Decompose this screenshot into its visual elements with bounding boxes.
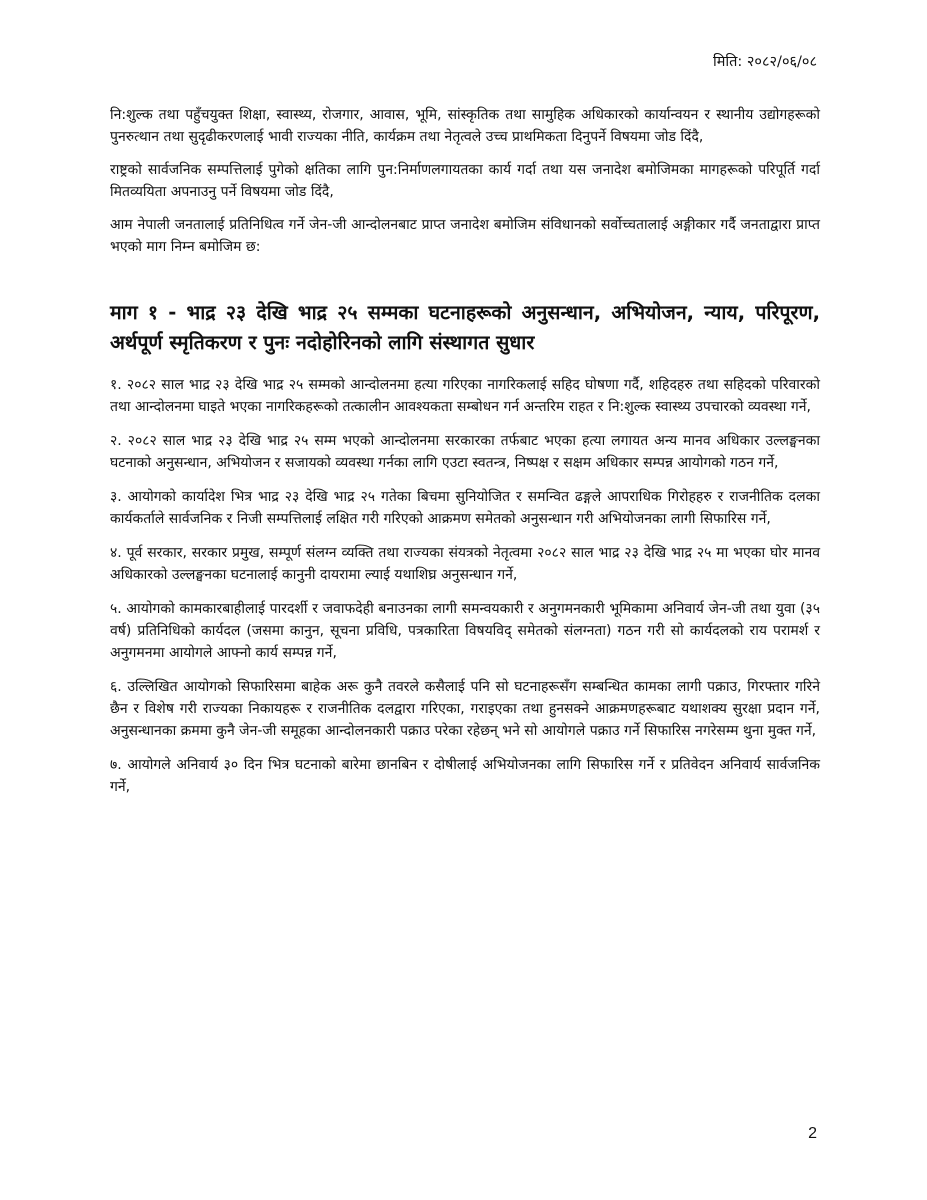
demand-item: १. २०८२ साल भाद्र २३ देखि भाद्र २५ सम्मको आन्दोलनमा हत्या गरिएका नागरिकलाई सहिद घोषणा गर्दै, शहिदहरु तथा सहिदको परिवारको तथा आन्दोलनमा घाइते भएका नागरिकहरूको तत्कालीन आवश्यकता सम्बोधन गर्न अन्तरिम राहत र नि:शुल्क स्वास्थ्य उपचारको व्यवस्था गर्ने, (110, 377, 820, 415)
page-number: 2 (808, 1125, 817, 1142)
demand-item: ३. आयोगको कार्यादेश भित्र भाद्र २३ देखि भाद्र २५ गतेका बिचमा सुनियोजित र समन्वित ढङ्गले आपराधिक गिरोहहरु र राजनीतिक दलका कार्यकर्ताले सार्वजनिक र निजी सम्पत्तिलाई लक्षित गरी गरिएको आक्रमण समेतको अनुसन्धान गरी अभियोजनका लागी सिफारिस गर्ने, (110, 489, 820, 527)
demand-item: ७. आयोगले अनिवार्य ३० दिन भित्र घटनाको बारेमा छानबिन र दोषीलाई अभियोजनका लागि सिफारिस गर्ने र प्रतिवेदन अनिवार्य सार्वजनिक गर्ने, (110, 757, 820, 795)
demand-item: ५. आयोगको कामकारबाहीलाई पारदर्शी र जवाफदेही बनाउनका लागी समन्वयकारी र अनुगमनकारी भूमिकामा अनिवार्य जेन-जी तथा युवा (३५ वर्ष) प्रतिनिधिको कार्यदल (जसमा कानुन, सूचना प्रविधि, पत्रकारिता विषयविद् समेतको संलग्नता) गठन गरी सो कार्यदलको राय परामर्श र अनुगमनमा आयोगले आफ्नो कार्य सम्पन्न गर्ने, (110, 601, 820, 661)
intro-paragraph: नि:शुल्क तथा पहुँचयुक्त शिक्षा, स्वास्थ्य, रोजगार, आवास, भूमि, सांस्कृतिक तथा सामुहिक अधिकारको कार्यान्वयन र स्थानीय उद्योगहरूको पुनरुत्थान तथा सुदृढीकरणलाई भावी राज्यका नीति, कार्यक्रम तथा नेतृत्वले उच्च प्राथमिकता दिनुपर्ने विषयमा जोड दिंदै, (110, 107, 820, 145)
document-body (110, 104, 820, 810)
demand-item: २. २०८२ साल भाद्र २३ देखि भाद्र २५ सम्म भएको आन्दोलनमा सरकारका तर्फबाट भएका हत्या लगायत अन्य मानव अधिकार उल्लङ्घनका घटनाको अनुसन्धान, अभियोजन र सजायको व्यवस्था गर्नका लागि एउटा स्वतन्त्र, निष्पक्ष र सक्षम अधिकार सम्पन्न आयोगको गठन गर्ने, (110, 433, 820, 471)
document-date: मिति: २०८२/०६/०८ (712, 54, 817, 70)
intro-paragraph: राष्ट्रको सार्वजनिक सम्पत्तिलाई पुगेको क्षतिका लागि पुन:निर्माणलगायतका कार्य गर्दा तथा यस जनादेश बमोजिमका मागहरूको परिपूर्ति गर्दा मितव्ययिता अपनाउनु पर्ने विषयमा जोड दिंदै, (110, 162, 820, 200)
intro-paragraph: आम नेपाली जनतालाई प्रतिनिधित्व गर्ने जेन-जी आन्दोलनबाट प्राप्त जनादेश बमोजिम संविधानको सर्वोच्चतालाई अङ्गीकार गर्दै जनताद्वारा प्राप्त भएको माग निम्न बमोजिम छ: (110, 217, 820, 255)
section-heading: माग १ - भाद्र २३ देखि भाद्र २५ सम्मका घटनाहरूको अनुसन्धान, अभियोजन, न्याय, परिपूरण, अर्थपूर्ण स्मृतिकरण र पुनः नदोहोरिनको लागि संस्थागत सुधार (110, 301, 820, 354)
demand-item: ६. उल्लिखित आयोगको सिफारिसमा बाहेक अरू कुनै तवरले कसैलाई पनि सो घटनाहरूसँग सम्बन्धित कामका लागी पक्राउ, गिरफ्तार गरिने छैन र विशेष गरी राज्यका निकायहरू र राजनीतिक दलद्वारा गरिएका, गराइएका तथा हुनसक्ने आक्रमणहरूबाट यथाशक्य सुरक्षा प्रदान गर्ने, अनुसन्धानका क्रममा कुनै जेन-जी समूहका आन्दोलनकारी पक्राउ परेका रहेछन् भने सो आयोगले पक्राउ गर्ने सिफारिस नगरेसम्म थुना मुक्त गर्ने, (110, 679, 820, 739)
demand-item: ४. पूर्व सरकार, सरकार प्रमुख, सम्पूर्ण संलग्न व्यक्ति तथा राज्यका संयत्रको नेतृत्वमा २०८२ साल भाद्र २३ देखि भाद्र २५ मा भएका घोर मानव अधिकारको उल्लङ्घनका घटनालाई कानुनी दायरामा ल्याई यथाशिघ्र अनुसन्धान गर्ने, (110, 545, 820, 583)
